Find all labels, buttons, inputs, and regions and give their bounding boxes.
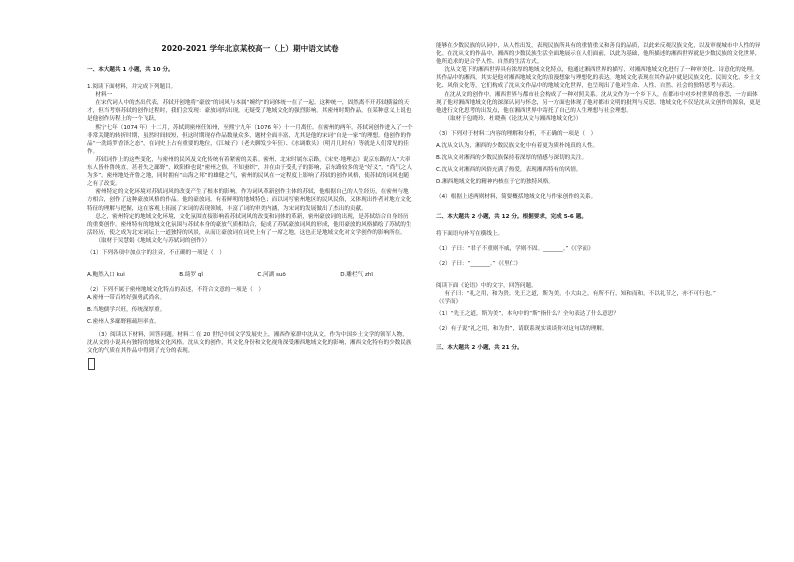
answer-box: [88, 358, 95, 370]
option-b[interactable]: B.沈从文对湘西的少数民族保持着深厚的情感与深切的关注。: [436, 155, 588, 162]
option-a[interactable]: A.密州一带百姓好强勇武尚名。: [87, 295, 166, 302]
option-b[interactable]: B.当地儒学兴旺，传统深厚重。: [87, 307, 166, 314]
question-1-4: （4）根据上述两则材料，简要概括地域文化与作家创作的关系。: [436, 194, 597, 201]
question-2-intro: 将下面语句补写在横线上。: [436, 230, 504, 237]
question-1-intro: 1.阅读下面材料，并完成下列题目。: [87, 84, 177, 91]
material-2-paragraph-2: 能够在少数民族的认同中，从人性出发，表现民族所具有的重情重义和善良的品质，以此来反观汉族文化，以及审视城市中人性的异化。在沈从文的作品中，湘西的少数民族生活全面地展示在人们面前，以此为基础，他所描述的湘西世界就是少数民族的文化世界，他所追求的是合乎人性、自然的生活方式。: [436, 43, 761, 66]
material-2-paragraph-1: （3）阅读以下材料，回答问题。材料二 在 20 世纪中国文学发展史上，湘西作家群中沈从文，作为中国乡土文学的领军人物，沈从文的小说具有独特的地域文化风格。沈从文的创作，其文化身份和文化视角深受湘西地域文化的影响，湘西文化特有的少数民族文化的气质在其作品中得到了充分的表现。: [87, 331, 412, 354]
question-2-3: （1）“先王之道，斯为美”，本句中的“斯”指什么？全句表达了什么意思？: [436, 311, 619, 318]
material-1-paragraph-5: 总之，密州特定的地域文化环境，文化氛围直接影响着苏轼词风的改变和词体的革新，密州豪放词的出现，是苏轼结合自身经历的重要创作。密州特有的地域文化氛围与苏轼本身的豪放气质相结合，促成了苏轼豪放词风的形成，他用豪放的风格描绘了苏轼的生活经历，使之成为北宋词坛上一道独特的风景，从而让豪放词在词史上有了一席之地，这也正是地域文化对文学创作的影响所在。: [87, 213, 412, 236]
material-1-paragraph-3: 苏轼词作上的这些变化，与密州的民风及文化传统有着紧密的关系。密州，北宋时属东京路，《宋史·地理志》说京东路的人“大率东人皆朴鲁纯直，甚者失之鄙野”，欧阳修也说“密州之俗，不知蚕织”，并在由于受孔子的影响，京东路较多的是“好义”，“尚气之人为多”。密州地处齐鲁之地，同时拥有“山海之邦”的雄健之气，密州的民风在一定程度上影响了苏轼的创作风格，使苏轼的词风也随之有了改变。: [87, 156, 413, 188]
left-column: [87, 62, 413, 355]
option-c[interactable]: C.密州人多鄙野粗疏坦率直。: [87, 319, 160, 326]
material-1-paragraph-1: 在宋代词人中的杰出代表，苏轼开创地将“豪放”的词风与本属“婉约”的词体统一在了一起。这种统一，固然离不开苏轼横溢的天才，但当考察苏轼的创作过程时，我们会发现：豪放词的出现，无疑受了地域文化的强烈影响。其密州时期作品，在某种意义上说也是他创作历程上的一个飞跃。: [87, 100, 412, 123]
question-2-1: （1）子曰：“君子不重则不威，学则不固。_______。”《《学而》: [436, 245, 594, 252]
section-1-heading: 一、本大题共 1 小题，共 10 分。: [87, 67, 174, 73]
option-b[interactable]: B.绮罗 qǐ: [179, 272, 203, 279]
page-title: 2020-2021 学年北京某校高一（上）期中语文试卷: [161, 44, 339, 53]
question-1-1-options: [87, 271, 413, 279]
right-column: [436, 42, 762, 354]
option-c[interactable]: C.河湖 suō: [257, 272, 286, 279]
option-a[interactable]: A.鲍然入口 kuì: [87, 272, 125, 279]
material-1-paragraph-2: 熙宁七年（1074 年）十二月，苏轼到密州任知州，至熙宁九年（1076 年）十一月离任。在密州的两年，苏轼词创作进入了一个非常关键的转折时期，虽然时间较短，但这时期现存作品数量众多，题材全面丰富，尤其是他的宋词“自是一家”的理想。他创作的作品“一洗绮罗香泽之态”，在词史上占有重要的地位，《江城子》（老夫聊发少年狂）、《水调歌头》（明月几时有）等就是人们常见的佳作。: [87, 124, 413, 155]
option-a[interactable]: A.沈从文认为，湘西的少数民族文化中有着更为质朴纯真的人性。: [436, 143, 599, 150]
question-1-1: （1）下列各项中加点字的注音，不正确的一项是（ ）: [87, 249, 225, 256]
section-2-heading: 二、本大题共 2 小题，共 12 分。根据要求，完成 5-6 题。: [436, 213, 587, 220]
reading-instruction: 阅读下面《论语》中的文字，回答问题。: [436, 282, 537, 289]
material-2-paragraph-3: 沈从文笔下的湘西世界具有浓厚的地域文化特点，他通过湘西世界的描写，对湘西地域文化进行了一种审美化、诗意化的处理。其作品中的湘西，其实是他对湘西地域文化的浪漫想象与理想化的表达。地域文化表现在其作品中就是民族文化、民间文化、乡土文化、风俗文化等，它们构成了沈从文作品中的地域文化世界，也呈现出了他对生命、人性、自然、社会的独特思考与表达。: [436, 67, 761, 90]
question-1-3: （3）下列对于材料二内容的理解和分析，不正确的一项是（ ）: [436, 130, 597, 137]
option-c[interactable]: C.沈从文对湘西的风俗充满了热爱，表现湘西特有的风情。: [436, 167, 582, 174]
material-2-paragraph-4: 在沈从文的创作中，湘西世界与都市社会构成了一种对照关系。沈从文作为一个乡下人，在都市中对乡村世界的眷恋，一方面体现了他对湘西地域文化的深深认同与怀念，另一方面也体现了他对都市文明的批判与反思。地域文化不仅是沈从文创作的源泉，更是他进行文化思考的出发点，他在湘西世界中寄托了自己的人生理想与社会理想。: [436, 91, 761, 114]
option-d[interactable]: D.湘西地域文化的精神内核在于它的独特风格。: [436, 179, 554, 186]
material-1-paragraph-4: 密州特定的文化环境对苏轼词风的改变产生了根本的影响。作为词风革新创作主体的苏轼，他根据自己的人生经历，在密州与地方相合，创作了这种豪放风格的作品。他的豪放词，有着鲜明的地域特色；而以词写密州地区的民风民俗，又体现出作者对地方文化特征的理解与把握，这在客观上拓展了宋词的表现领域，丰富了词的审美内涵，为宋词的发展做出了杰出的贡献。: [87, 189, 412, 212]
section-3-heading: 三、本大题共 2 小题，共 21 分。: [436, 345, 523, 352]
analects-source: （《学而》: [436, 299, 462, 306]
question-2-2: （2）子曰：“_______。”《《里仁》: [436, 260, 521, 267]
question-2-4: （2）有子说“礼之用，和为贵”，请联系现实谈谈你对这句话的理解。: [436, 326, 608, 333]
analects-quote: 有子曰：“礼之用，和为贵。先王之道，斯为美，小大由之。有所不行，知和而和，不以礼节之，亦不可行也。”: [444, 290, 716, 297]
question-1-2: （2）下列不属于密州地域文化特点的表述，不符合文意的一项是（ ）: [87, 287, 264, 294]
option-d[interactable]: D.雕栏气 zhī: [340, 272, 373, 279]
material-1-source: （取材于吴慧娟《地域文化与苏轼词的创作》）: [95, 237, 211, 244]
material-1-label: 材料一: [95, 92, 113, 99]
material-2-source: （取材于包晓玲、杜晓燕《论沈从文与湘西地域文化》）: [444, 115, 582, 122]
